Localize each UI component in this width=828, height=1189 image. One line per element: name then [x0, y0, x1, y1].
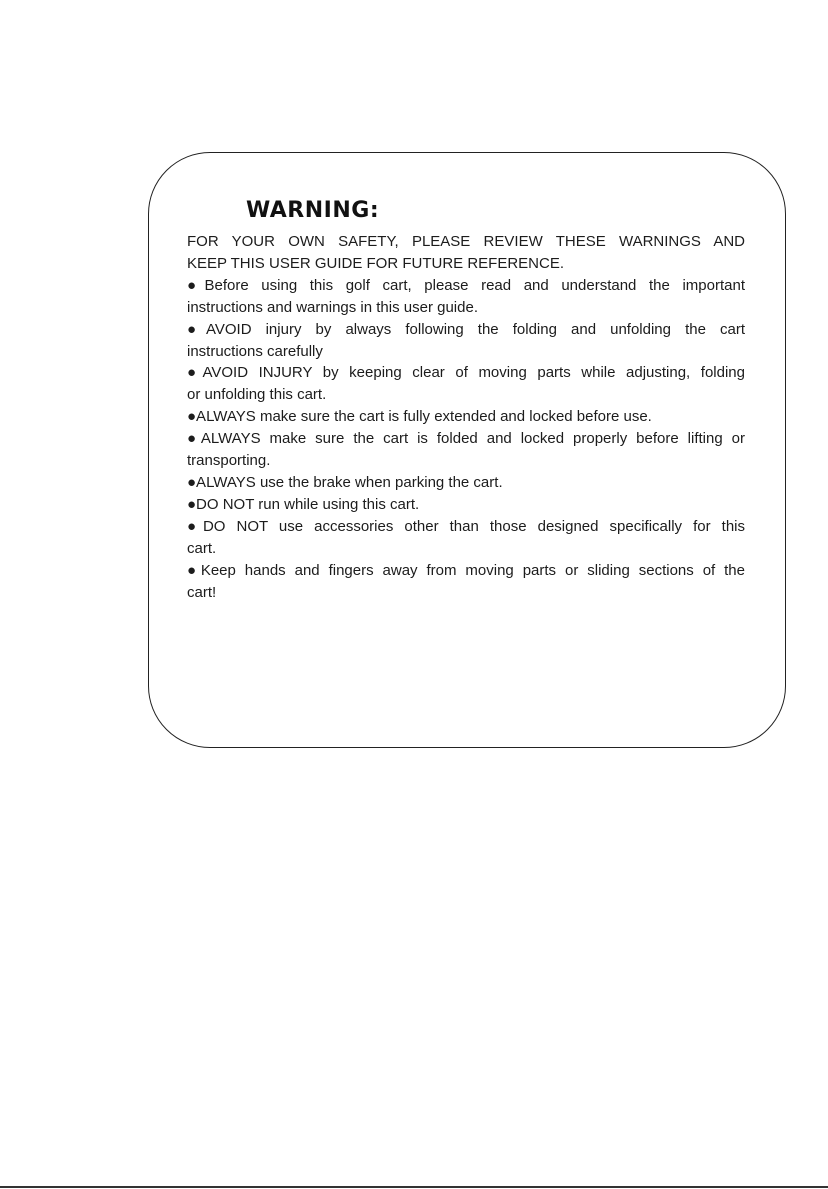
warning-body [187, 231, 745, 603]
warning-line: ●ALWAYS make sure the cart is folded and locked properly before lifting or [187, 430, 745, 448]
warning-line: transporting. [187, 452, 271, 470]
warning-line: ●ALWAYS make sure the cart is fully extended and locked before use. [187, 408, 652, 426]
warning-line: ●ALWAYS use the brake when parking the cart. [187, 473, 503, 491]
warning-line: ●DO NOT run while using this cart. [187, 495, 420, 513]
warning-line: instructions and warnings in this user guide. [187, 298, 478, 316]
warning-line: cart. [187, 539, 217, 557]
warning-line: ●AVOID injury by always following the folding and unfolding the cart [187, 320, 745, 338]
warning-line: instructions carefully [187, 342, 323, 360]
warning-line: ●Keep hands and fingers away from moving parts or sliding sections of the [187, 561, 745, 579]
warning-line: FOR YOUR OWN SAFETY, PLEASE REVIEW THESE WARNINGS AND [187, 233, 745, 250]
warning-title: WARNING: [246, 198, 380, 223]
warning-line: ●AVOID INJURY by keeping clear of moving parts while adjusting, folding [187, 364, 745, 382]
page-bottom-rule [0, 1186, 828, 1188]
warning-line: cart! [187, 583, 217, 601]
warning-line: ●Before using this golf cart, please read and understand the important [187, 276, 745, 294]
warning-line: KEEP THIS USER GUIDE FOR FUTURE REFERENCE. [187, 254, 564, 272]
warning-line: ●DO NOT use accessories other than those designed specifically for this [187, 517, 745, 535]
warning-line: or unfolding this cart. [187, 386, 327, 404]
